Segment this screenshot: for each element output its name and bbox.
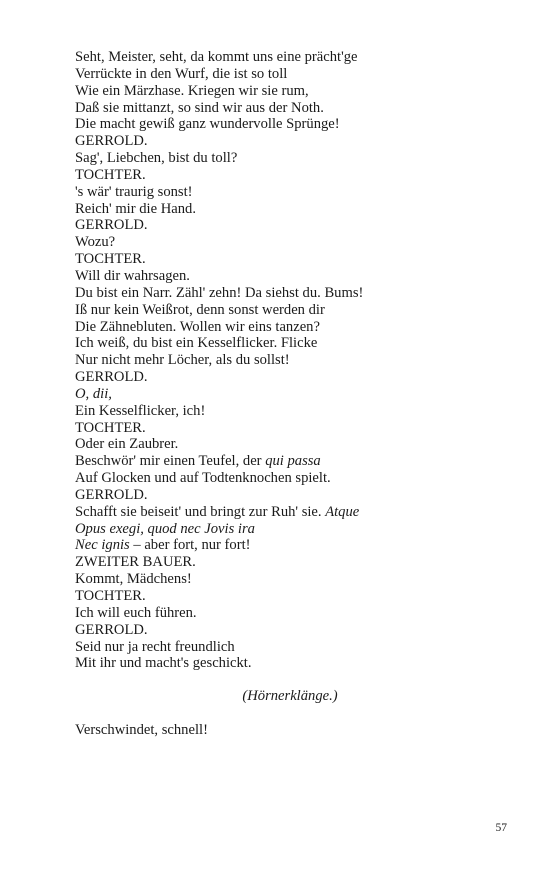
text-segment: Reich' mir die Hand. xyxy=(75,200,196,217)
text-line xyxy=(75,66,475,83)
text-line xyxy=(75,605,475,622)
text-segment: TOCHTER. xyxy=(75,588,146,604)
italic-text: Nec ignis xyxy=(75,537,130,554)
text-segment: Ein Kesselflicker, ich! xyxy=(75,402,206,419)
text-segment: Du bist ein Narr. Zähl' zehn! Da siehst du. Bums! xyxy=(75,284,364,301)
text-line xyxy=(75,217,475,234)
text-line xyxy=(75,453,475,470)
text-segment: TOCHTER. xyxy=(75,251,146,268)
text-line xyxy=(75,150,475,167)
text-segment: GERROLD. xyxy=(75,133,148,150)
text-segment: Die Zähnebluten. Wollen wir eins tanzen? xyxy=(75,318,320,335)
italic-text: Opus exegi, quod nec Jovis ira xyxy=(75,520,255,537)
text-segment: 's wär' traurig sonst! xyxy=(75,183,193,200)
page-number: 57 xyxy=(495,822,507,834)
text-segment: GERROLD. xyxy=(75,217,148,234)
text-segment: Ich weiß, du bist ein Kesselflicker. Flicke xyxy=(75,335,318,352)
text-line xyxy=(75,537,475,554)
text-line xyxy=(75,470,475,487)
text-line xyxy=(75,622,475,639)
text-line xyxy=(75,655,475,672)
text-segment: Wie ein Märzhase. Kriegen wir sie rum, xyxy=(75,82,309,99)
text-segment: Seht, Meister, seht, da kommt uns eine prächt'ge xyxy=(75,49,358,65)
final-line: Verschwindet, schnell! xyxy=(75,722,208,738)
italic-text: Atque xyxy=(325,503,360,520)
text-segment: TOCHTER. xyxy=(75,166,146,183)
text-line xyxy=(75,83,475,100)
text-segment: Kommt, Mädchens! xyxy=(75,571,192,588)
text-line xyxy=(75,639,475,656)
text-segment: Verrückte in den Wurf, die ist so toll xyxy=(75,65,288,82)
text-line xyxy=(75,487,475,504)
text-line xyxy=(75,521,475,538)
text-line xyxy=(75,184,475,201)
text-line xyxy=(75,369,475,386)
text-line xyxy=(75,504,475,521)
text-segment: GERROLD. xyxy=(75,621,148,638)
text-line xyxy=(75,167,475,184)
text-segment: TOCHTER. xyxy=(75,419,146,436)
text-line xyxy=(75,335,475,352)
text-line xyxy=(75,302,475,319)
text-segment: GERROLD. xyxy=(75,369,148,386)
text-line xyxy=(75,436,475,453)
text-line xyxy=(75,268,475,285)
text-line xyxy=(75,201,475,218)
text-line xyxy=(75,352,475,369)
italic-text: O, dii, xyxy=(75,385,112,402)
italic-text: qui passa xyxy=(265,453,321,470)
text-segment: Schafft sie beiseit' und bringt zur Ruh' sie. xyxy=(75,503,326,520)
text-segment: Ich will euch führen. xyxy=(75,604,197,621)
text-segment: Sag', Liebchen, bist du toll? xyxy=(75,150,238,167)
text-segment: Seid nur ja recht freundlich xyxy=(75,638,235,655)
text-segment: ZWEITER BAUER. xyxy=(75,554,196,571)
text-segment: Iß nur kein Weißrot, denn sonst werden dir xyxy=(75,301,325,318)
text-line xyxy=(75,571,475,588)
play-text xyxy=(75,49,475,672)
text-segment: Will dir wahrsagen. xyxy=(75,267,190,284)
text-line xyxy=(75,100,475,117)
text-line xyxy=(75,285,475,302)
text-line xyxy=(75,403,475,420)
text-segment: Beschwör' mir einen Teufel, der xyxy=(75,453,266,470)
text-line xyxy=(75,319,475,336)
text-segment: Daß sie mittanzt, so sind wir aus der Noth. xyxy=(75,99,324,116)
stage-direction: (Hörnerklänge.) xyxy=(242,688,338,704)
text-line xyxy=(75,234,475,251)
text-line xyxy=(75,251,475,268)
text-line xyxy=(75,49,475,66)
text-segment: GERROLD. xyxy=(75,486,148,503)
text-line xyxy=(75,554,475,571)
text-segment: Mit ihr und macht's geschickt. xyxy=(75,655,252,672)
text-line xyxy=(75,588,475,605)
text-line xyxy=(75,133,475,150)
text-segment: Auf Glocken und auf Todtenknochen spielt. xyxy=(75,470,331,487)
text-line xyxy=(75,420,475,437)
text-segment: Oder ein Zaubrer. xyxy=(75,436,179,453)
text-segment: – aber fort, nur fort! xyxy=(129,537,251,554)
text-line xyxy=(75,386,475,403)
text-segment: Nur nicht mehr Löcher, als du sollst! xyxy=(75,352,290,369)
text-segment: Wozu? xyxy=(75,234,116,251)
text-segment: Die macht gewiß ganz wundervolle Sprünge! xyxy=(75,116,340,133)
text-line xyxy=(75,116,475,133)
